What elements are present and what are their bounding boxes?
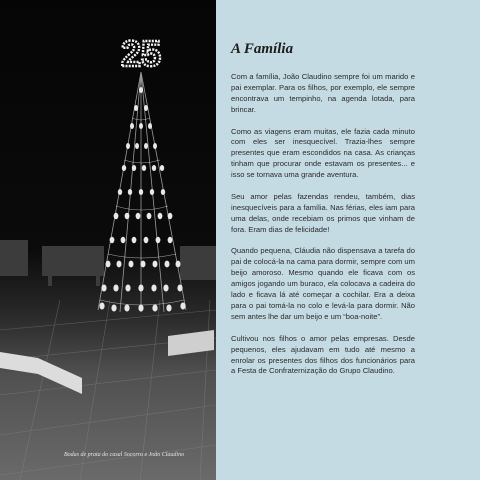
tree-light-strands: [100, 118, 184, 305]
tree-ornaments: [99, 87, 185, 312]
paragraph: Como as viagens eram muitas, ele fazia cada minuto com eles ser inesquecível. Trazia-lhes sempre presentes que eram escondidos na casa. As crianças tinham que procurar onde estavam os presentes... e isso se tornava uma grande aventura.: [231, 126, 415, 180]
section-title: A Família: [231, 41, 294, 57]
christmas-tree-photo: [0, 0, 216, 480]
paragraph: Quando pequena, Cláudia não dispensava a tarefa do pai de colocá-la na cama para dormir, sempre com um beijo amoroso. Mesmo quando ele ficava com os amigos jogando um buraco, ela colocava a cadeira do lado e ficava lá até começar a cochilar. Era a deixa para o pai tomá-la no colo e levá-la para dormir. Não sem antes lhe dar um beijo e um “boa-noite”.: [231, 246, 415, 321]
planter-box-left: [0, 352, 82, 394]
body-text: [231, 72, 415, 388]
sign-number: 25: [120, 33, 162, 74]
paragraph: Seu amor pelas fazendas rendeu, também, dias inesquecíveis para a família. Nas férias, eles iam para uma delas, onde recebiam os primos que vinham de fora. Eram dias de felicidade!: [231, 191, 415, 234]
photo-caption: Bodas de prata do casal Socorro e João Claudino: [64, 452, 185, 458]
text-panel: [216, 0, 480, 480]
photo-panel: [0, 0, 216, 480]
paragraph: Cultivou nos filhos o amor pelas empresas. Desde pequenos, eles ajudavam em tudo até mesmo a enrolar os presentes dos filhos dos funcionários para a Festa de Confraternização do Grupo Claudino.: [231, 333, 415, 376]
paragraph: Com a família, João Claudino sempre foi um marido e pai exemplar. Para os filhos, por exemplo, ele sempre encontrava um tempinho, na agenda lotada, para brincar.: [231, 72, 415, 114]
